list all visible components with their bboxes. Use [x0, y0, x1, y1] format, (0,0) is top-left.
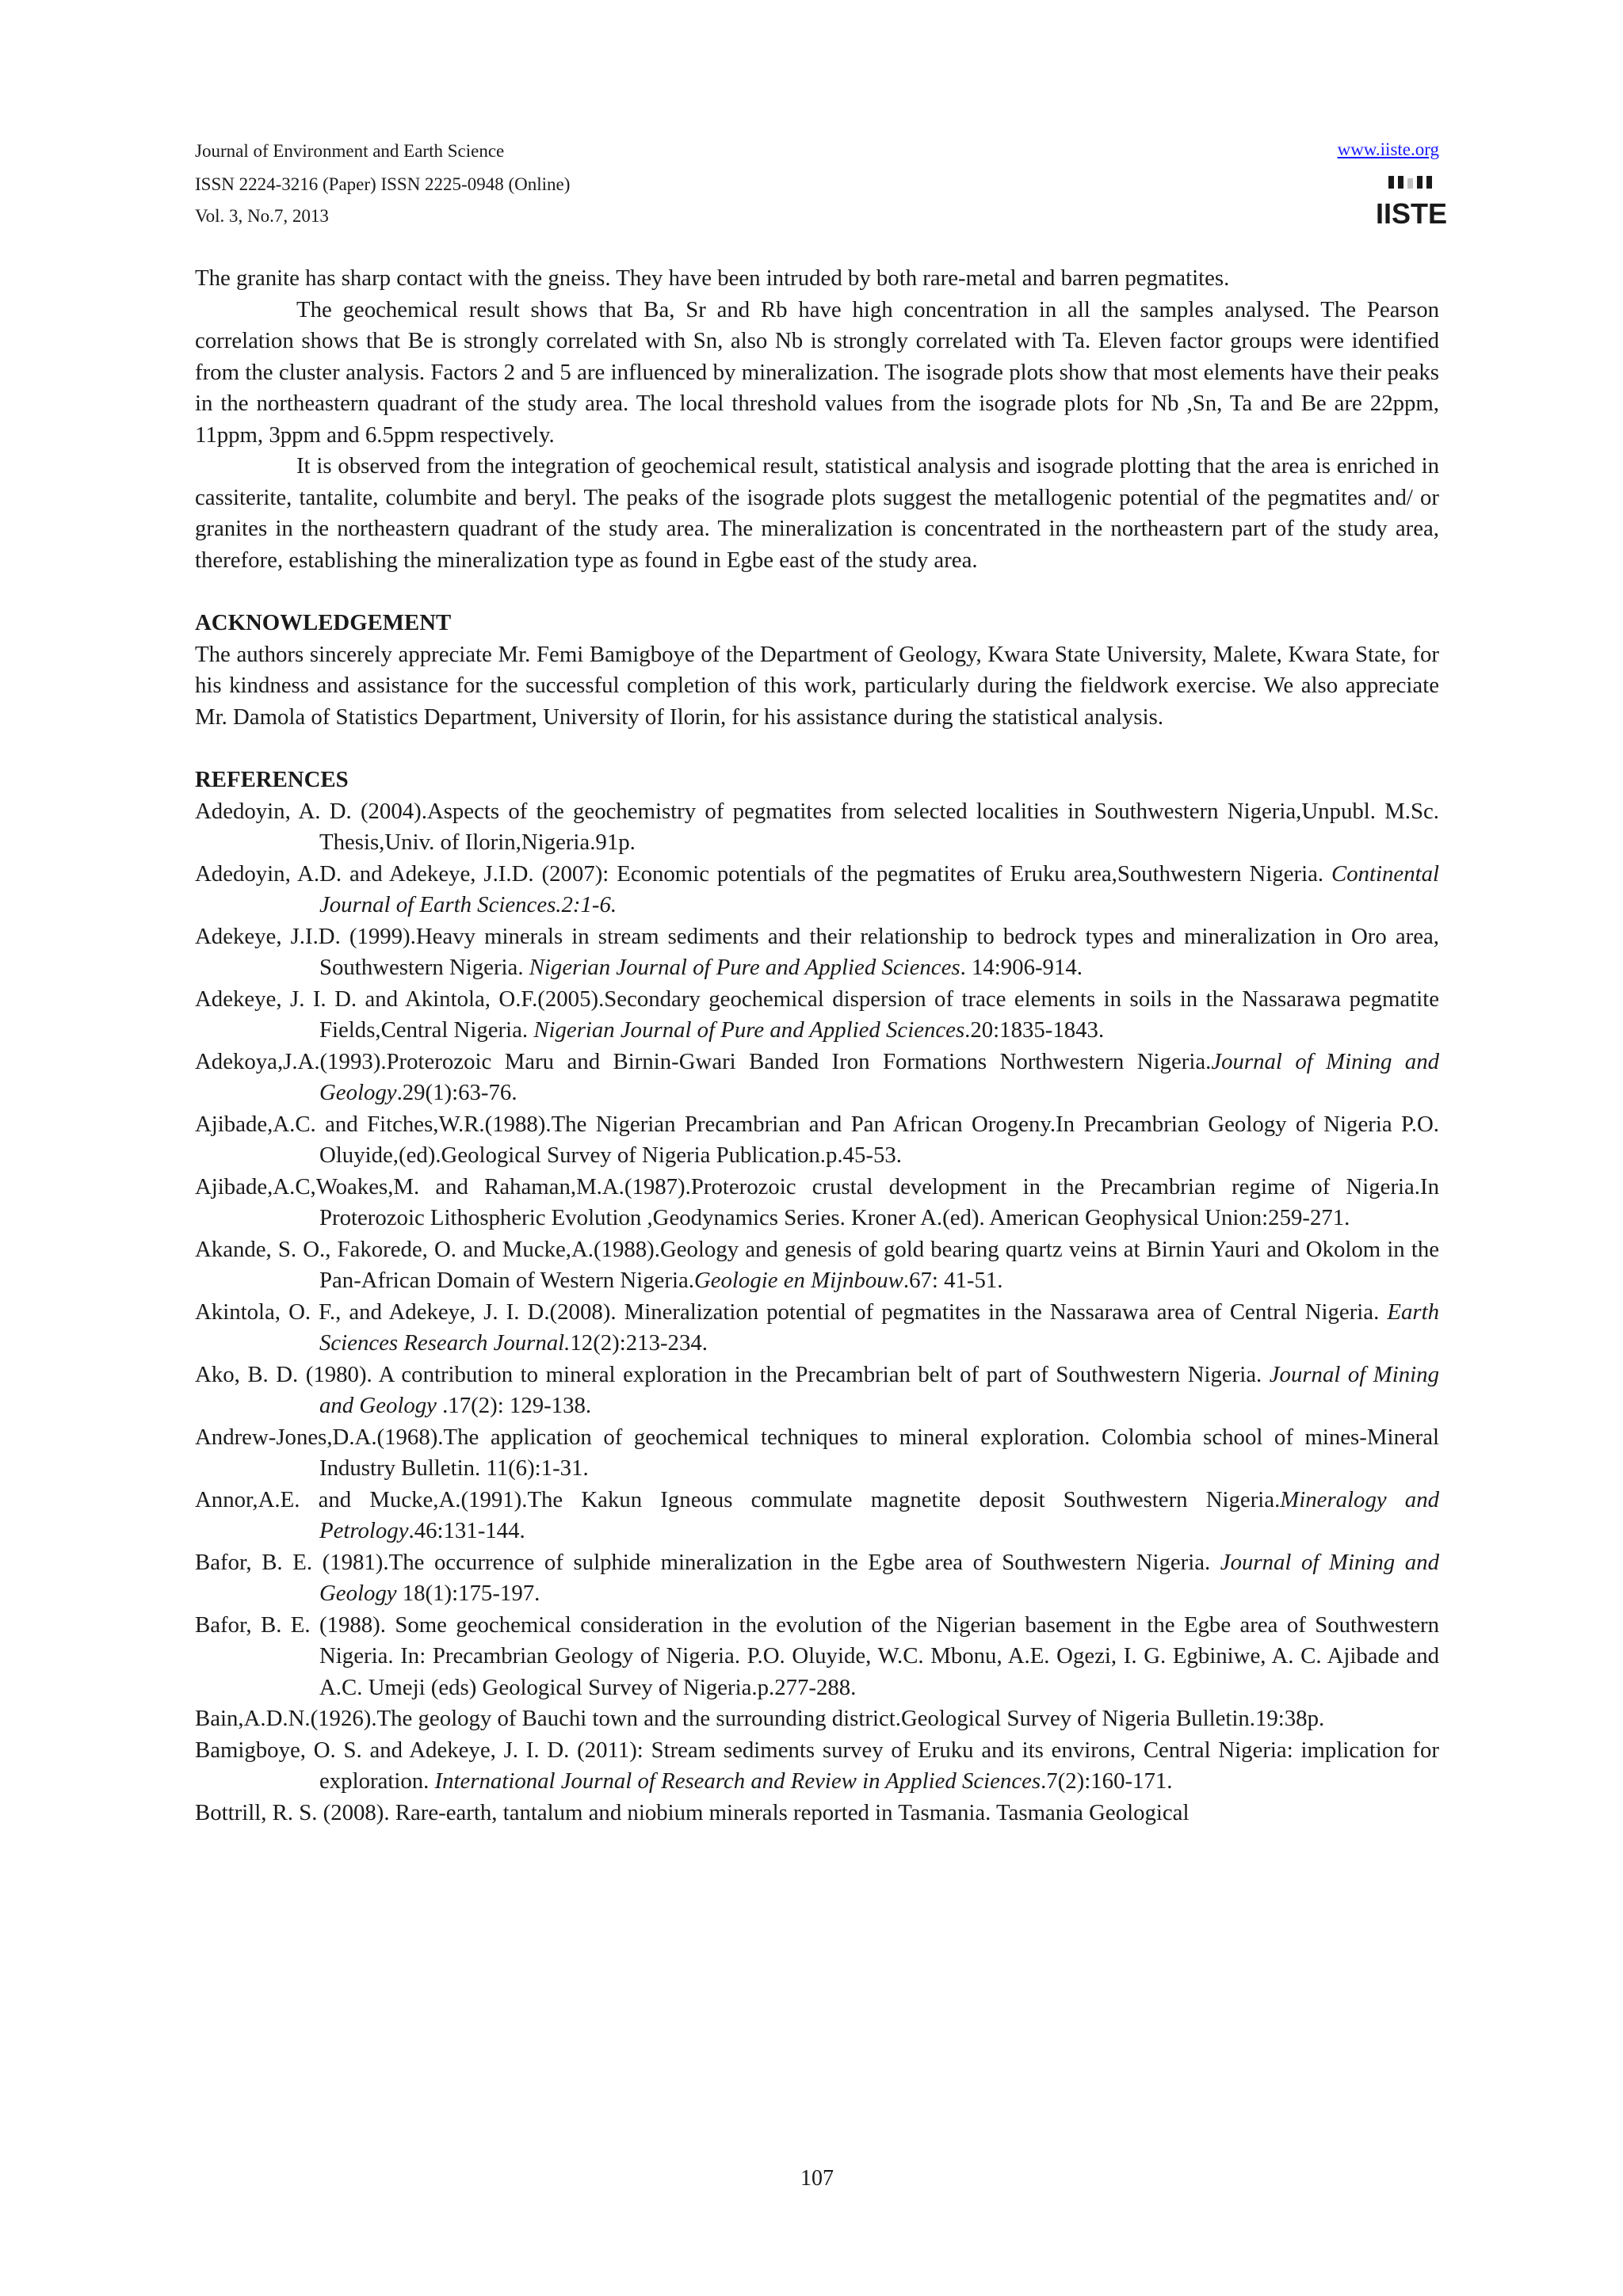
reference-item: Bamigboye, O. S. and Adekeye, J. I. D. (2011): Stream sediments survey of Eruku and its environs, Central Nigeria: implication for exploration. International Journal of Research and Review in Applied Sciences.7(2):160-171. [195, 1737, 1439, 1794]
reference-item: Akintola, O. F., and Adekeye, J. I. D.(2008). Mineralization potential of pegmatites in the Nassarawa area of Central Nigeria. Earth Sciences Research Journal.12(2):213-234. [195, 1299, 1439, 1356]
reference-item: Ako, B. D. (1980). A contribution to mineral exploration in the Precambrian belt of part of Southwestern Nigeria. Journal of Mining and Geology .17(2): 129-138. [195, 1361, 1439, 1418]
paragraph-1: The granite has sharp contact with the gneiss. They have been intruded by both rare-metal and barren pegmatites. [195, 265, 1230, 291]
page-number: 107 [800, 2166, 834, 2191]
reference-item: Adekeye, J. I. D. and Akintola, O.F.(2005).Secondary geochemical dispersion of trace elements in soils in the Nassarawa pegmatite Fields,Central Nigeria. Nigerian Journal of Pure and Applied Sciences.20:1835-1843. [195, 986, 1439, 1043]
reference-item: Akande, S. O., Fakorede, O. and Mucke,A.(1988).Geology and genesis of gold bearing quartz veins at Birnin Yauri and Okolom in the Pan-African Domain of Western Nigeria.Geologie en Mijnbouw.67: 41-51. [195, 1236, 1439, 1293]
reference-item: Adedoyin, A. D. (2004).Aspects of the geochemistry of pegmatites from selected localities in Southwestern Nigeria,Unpubl. M.Sc. Thesis,Univ. of Ilorin,Nigeria.91p. [195, 798, 1439, 855]
paragraph-3: It is observed from the integration of geochemical result, statistical analysis and isograde plotting that the area is enriched in cassiterite, tantalite, columbite and beryl. The peaks of the isograde plots suggest the metallogenic potential of the pegmatites and/ or granites in the northeastern quadrant of the study area. The mineralization is concentrated in the northeastern part of the study area, therefore, establishing the mineralization type as found in Egbe east of the study area. [195, 453, 1439, 573]
reference-item: Bafor, B. E. (1988). Some geochemical consideration in the evolution of the Nigerian basement in the Egbe area of Southwestern Nigeria. In: Precambrian Geology of Nigeria. P.O. Oluyide, W.C. Mbonu, A.E. Ogezi, I. G. Egbiniwe, A. C. Ajibade and A.C. Umeji (eds) Geological Survey of Nigeria.p.277-288. [195, 1611, 1439, 1700]
reference-item: Adekeye, J.I.D. (1999).Heavy minerals in stream sediments and their relationship to bedrock types and mineralization in Oro area, Southwestern Nigeria. Nigerian Journal of Pure and Applied Sciences. 14:906-914. [195, 923, 1439, 980]
acknowledgement-text: The authors sincerely appreciate Mr. Femi Bamigboye of the Department of Geology, Kwara State University, Malete, Kwara State, for his kindness and assistance for the successful completion of this work, particularly during the fieldwork exercise. We also appreciate Mr. Damola of Statistics Department, University of Ilorin, for his assistance during the statistical analysis. [195, 641, 1439, 730]
paragraph-2: The geochemical result shows that Ba, Sr and Rb have high concentration in all the samples analysed. The Pearson correlation shows that Be is strongly correlated with Sn, also Nb is strongly correlated with Ta. Eleven factor groups were identified from the cluster analysis. Factors 2 and 5 are influenced by mineralization. The isograde plots show that most elements have their peaks in the northeastern quadrant of the study area. The local threshold values from the isograde plots for Nb ,Sn, Ta and Be are 22ppm, 11ppm, 3ppm and 6.5ppm respectively. [195, 296, 1439, 448]
journal-url-link[interactable]: www.iiste.org [1337, 139, 1439, 159]
reference-item: Annor,A.E. and Mucke,A.(1991).The Kakun Igneous commulate magnetite deposit Southwestern Nigeria.Mineralogy and Petrology.46:131-144. [195, 1486, 1439, 1543]
reference-item: Bain,A.D.N.(1926).The geology of Bauchi town and the surrounding district.Geological Survey of Nigeria Bulletin.19:38p. [195, 1706, 1325, 1731]
journal-name: Journal of Environment and Earth Science [195, 141, 505, 161]
reference-item: Bottrill, R. S. (2008). Rare-earth, tantalum and niobium minerals reported in Tasmania. Tasmania Geological [195, 1799, 1190, 1825]
reference-item: Andrew-Jones,D.A.(1968).The application of geochemical techniques to mineral exploration. Colombia school of mines-Mineral Industry Bulletin. 11(6):1-31. [195, 1424, 1439, 1481]
page-header [195, 136, 1448, 239]
reference-item: Ajibade,A.C,Woakes,M. and Rahaman,M.A.(1987).Proterozoic crustal development in the Precambrian regime of Nigeria.In Proterozoic Lithospheric Evolution ,Geodynamics Series. Kroner A.(ed). American Geophysical Union:259-271. [195, 1173, 1439, 1230]
volume-info: Vol. 3, No.7, 2013 [195, 206, 329, 226]
logo-text: IISTE [1375, 197, 1448, 230]
reference-item: Adedoyin, A.D. and Adekeye, J.I.D. (2007): Economic potentials of the pegmatites of Eruku area,Southwestern Nigeria. Continental Journal of Earth Sciences.2:1-6. [195, 860, 1439, 917]
issn: ISSN 2224-3216 (Paper) ISSN 2225-0948 (Online) [195, 174, 571, 194]
article-body [195, 263, 1439, 1829]
reference-item: Ajibade,A.C. and Fitches,W.R.(1988).The Nigerian Precambrian and Pan African Orogeny.In Precambrian Geology of Nigeria P.O. Oluyide,(ed).Geological Survey of Nigeria Publication.p.45-53. [195, 1111, 1439, 1168]
acknowledgement-heading: ACKNOWLEDGEMENT [195, 610, 452, 635]
iiste-logo [1375, 174, 1448, 230]
reference-list [195, 796, 1439, 1829]
references-heading: REFERENCES [195, 767, 349, 792]
reference-item: Adekoya,J.A.(1993).Proterozoic Maru and Birnin-Gwari Banded Iron Formations Northwestern Nigeria.Journal of Mining and Geology.29(1):63-76. [195, 1048, 1439, 1105]
reference-item: Bafor, B. E. (1981).The occurrence of sulphide mineralization in the Egbe area of Southwestern Nigeria. Journal of Mining and Geology 18(1):175-197. [195, 1549, 1439, 1606]
